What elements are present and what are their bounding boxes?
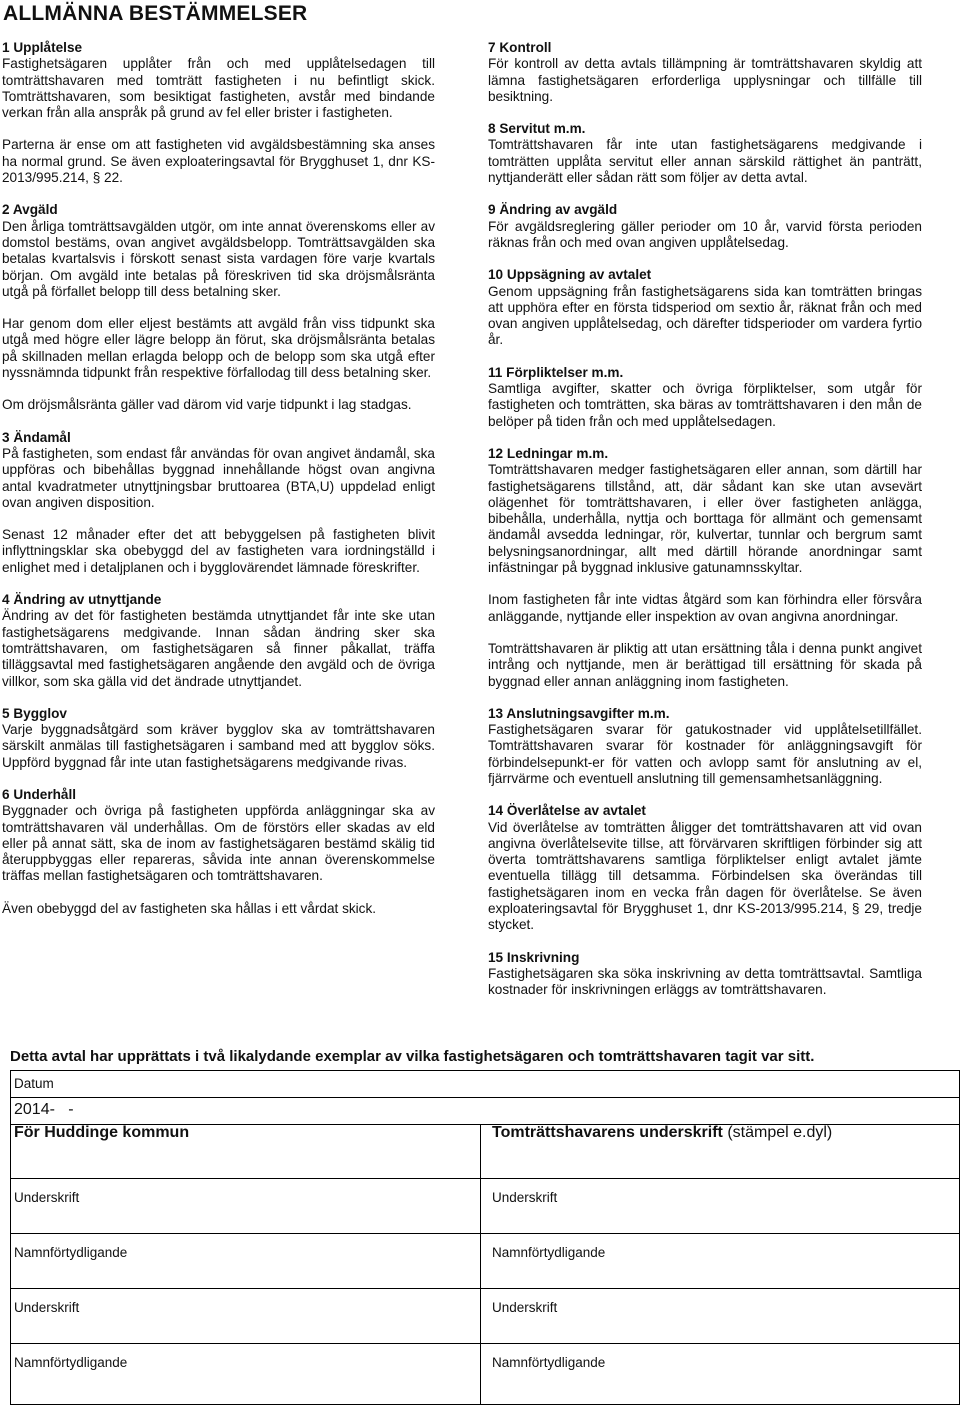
section-paragraph bbox=[2, 527, 435, 576]
section-heading: 4 Ändring av utnyttjande bbox=[2, 592, 162, 608]
section-text: Genom uppsägning från fastighetsägarens sida kan tomträtten bringas att upphöra efter en första tidsperiod om sextio år, räknat från och med ovan angiven upplåtelsedag, och därefter tidsperioder om vardera fyrtio år. bbox=[488, 283, 922, 348]
section-paragraph bbox=[488, 446, 922, 576]
right-party-note: (stämpel e.dyl) bbox=[722, 1124, 833, 1141]
section-paragraph bbox=[488, 592, 922, 625]
left-section bbox=[2, 592, 435, 690]
date-label: Datum bbox=[14, 1076, 54, 1091]
section-text: Inom fastigheten får inte vidtas åtgärd som kan förhindra eller försvåra anläggande, nyttjande eller inspektion av ovan angivna anordningar. bbox=[488, 592, 922, 624]
section-paragraph bbox=[488, 803, 922, 933]
right-party-bold: Tomträttshavarens underskrift bbox=[492, 1124, 723, 1141]
section-paragraph bbox=[488, 202, 922, 251]
left-section bbox=[2, 706, 435, 771]
page-title: ALLMÄNNA BESTÄMMELSER bbox=[3, 2, 308, 25]
right-section bbox=[488, 446, 922, 690]
right-section bbox=[488, 803, 922, 933]
section-paragraph bbox=[488, 40, 922, 105]
right-section bbox=[488, 40, 922, 105]
left-signature-1-label: Underskrift bbox=[14, 1190, 80, 1205]
section-heading: 1 Upplåtelse bbox=[2, 40, 83, 55]
grid-line bbox=[10, 1070, 11, 1404]
section-paragraph bbox=[2, 706, 435, 771]
section-text: Om dröjsmålsränta gäller vad därom vid varje tidpunkt i lag stadgas. bbox=[2, 397, 412, 413]
left-column bbox=[2, 40, 435, 933]
section-text: Även obebyggd del av fastigheten ska hållas i ett vårdat skick. bbox=[2, 900, 377, 916]
left-party-label: För Huddinge kommun bbox=[14, 1124, 190, 1141]
grid-line bbox=[10, 1288, 960, 1289]
section-text: För avgäldsreglering gäller perioder om 10 år, varvid första perioden räknas från och med ovan angiven upplåtelsedag. bbox=[488, 218, 922, 250]
section-text: Byggnader och övriga på fastigheten uppförda anläggningar ska av tomträttshavaren väl underhållas. Om de förstörs eller skadas av eld eller på annat sätt, ska de inom av fastighetsägaren bestämd skälig tid återuppbyggas eller repareras, såvida inte annan överenskommelse träffas mellan fastighetsägaren och tomträttshavaren. bbox=[2, 803, 435, 884]
left-section bbox=[2, 40, 435, 186]
section-paragraph bbox=[2, 397, 435, 413]
right-column bbox=[488, 40, 922, 1015]
section-text: Tomträttshavaren får inte utan fastighetsägarens medgivande i tomträtten upplåta servitut eller annan särskild rättighet än panträtt, nyttjanderätt eller sådan rätt som följer av detta avtal. bbox=[488, 137, 922, 186]
section-heading: 6 Underhåll bbox=[2, 786, 77, 802]
section-paragraph bbox=[488, 950, 922, 999]
right-section bbox=[488, 950, 922, 999]
section-text: Fastighetsägaren svarar för gatukostnader vid upplåtelsetillfället. Tomträttshavaren svarar för kostnader för anläggningsavgift för förbindelsepunkt-er för vatten och avlopp samt för anslutning av el, fjärrvärme och eventuell anslutning till gemensamhetsanläggning. bbox=[488, 722, 922, 786]
right-name-2-label: Namnförtydligande bbox=[492, 1355, 606, 1370]
right-section bbox=[488, 121, 922, 186]
left-name-2-label: Namnförtydligande bbox=[14, 1355, 128, 1370]
right-signature-2-label: Underskrift bbox=[492, 1300, 558, 1315]
section-text: Ändring av det för fastigheten bestämda utnyttjandet får inte ske utan fastighetsägarens medgivande. Innan sådan ändring sker ska tomträttshavaren, om fastighetsägaren så finner påkallat, träffa tilläggsavtal med fastighetsägaren angående den avgäld och de övriga villkor, som ska gälla vid det ändrade utnyttjandet. bbox=[2, 608, 435, 689]
section-text: Tomträttshavaren medger fastighetsägaren eller annan, som därtill har fastighetsägarens tillstånd, att, där sådant kan ske utan avsevärt olägenhet för tomträttshavaren, i eller över fastigheten anlägga, bibehålla, underhålla, nyttja och borttaga för allmänt och gemensamt ändamål avsedda ledningar, rör, kulvertar, tunnlar och bergrum samt belysningsanordningar, allt med därtill hörande anordningar samt infästningar på byggnad inklusive gatunamnsskyltar. bbox=[488, 462, 922, 576]
section-paragraph bbox=[2, 202, 435, 300]
grid-line bbox=[10, 1404, 960, 1405]
section-paragraph bbox=[2, 40, 435, 121]
section-paragraph bbox=[488, 365, 922, 430]
section-heading: 13 Anslutningsavgifter m.m. bbox=[488, 705, 670, 721]
section-text: Varje byggnadsåtgärd som kräver bygglov ska av tomträttshavaren särskilt anmälas till fastighetsägaren i samband med att bygglov söks. Uppförd byggnad får inte utan fastighetsägarens medgivande rivas. bbox=[2, 722, 435, 770]
left-section bbox=[2, 202, 435, 413]
right-party-label bbox=[492, 1124, 832, 1142]
section-text: För kontroll av detta avtals tillämpning är tomträttshavaren skyldig att lämna fastighetsägaren erforderliga upplysningar och tillfälle till besiktning. bbox=[488, 56, 922, 104]
grid-line bbox=[10, 1070, 960, 1071]
section-heading: 12 Ledningar m.m. bbox=[488, 445, 609, 461]
grid-line bbox=[10, 1343, 960, 1344]
section-heading: 5 Bygglov bbox=[2, 705, 67, 721]
section-text: På fastigheten, som endast får användas för ovan angivet ändamål, ska uppföras och bibehållas byggnad innehållande högst ovan angivna antal kvadratmeter utnyttjningsbar bruttoarea (BTA,U) uppdelad enligt ovan angiven disposition. bbox=[2, 445, 435, 510]
section-text: Fastighetsägaren ska söka inskrivning av detta tomträttsavtal. Samtliga kostnader för inskrivningen erläggs av tomträttshavaren. bbox=[488, 965, 922, 998]
section-text: Parterna är ense om att fastigheten vid avgäldsbestämning ska anses ha normal grund. Se även exploateringsavtal för Brygghuset 1, dnr KS-2013/995.214, § 22. bbox=[2, 137, 435, 186]
section-heading: 11 Förpliktelser m.m. bbox=[488, 364, 624, 380]
section-heading: 7 Kontroll bbox=[488, 40, 552, 55]
left-name-1-label: Namnförtydligande bbox=[14, 1245, 128, 1260]
section-paragraph bbox=[488, 706, 922, 787]
section-paragraph bbox=[2, 430, 435, 511]
right-signature-1-label: Underskrift bbox=[492, 1190, 558, 1205]
section-paragraph bbox=[2, 316, 435, 381]
section-heading: 10 Uppsägning av avtalet bbox=[488, 267, 652, 283]
section-heading: 15 Inskrivning bbox=[488, 949, 580, 965]
section-paragraph bbox=[488, 641, 922, 690]
grid-line bbox=[480, 1124, 481, 1404]
left-section bbox=[2, 787, 435, 917]
section-paragraph bbox=[488, 267, 922, 348]
section-text: Den årliga tomträttsavgälden utgör, om inte annat överenskoms eller av domstol bestäms, ovan angivet avgäldsbelopp. Tomträttsavgälden ska betalas kvartalsvis i förskott senast sista vardagen före varje kvartals början. Om avgäld inte betalas på föreskriven tid ska dröjsmålsränta utgå på förfallet belopp till dess betalning sker. bbox=[2, 218, 435, 299]
section-heading: 14 Överlåtelse av avtalet bbox=[488, 803, 646, 819]
grid-line bbox=[10, 1178, 960, 1179]
section-text: Vid överlåtelse av tomträtten åligger det tomträttshavaren att vid ovan angivna överlåtelsevite tillse, att förvärvaren skriftligen förbinder sig att överta tomträttshavarens samtliga förpliktelser enligt avtalet jämte eventuella tillägg till detsamma. Förbindelsen ska överändas till fastighetsägaren inom en vecka från dagen för överlåtelse. Se även exploateringsavtal för Brygghuset 1, dnr KS-2013/995.214, § 29, tredje stycket. bbox=[488, 819, 922, 933]
right-section bbox=[488, 202, 922, 251]
left-signature-2-label: Underskrift bbox=[14, 1300, 80, 1315]
section-heading: 3 Ändamål bbox=[2, 429, 71, 445]
signature-statement: Detta avtal har upprättats i två likalydande exemplar av vilka fastighetsägaren och tomträttshavaren tagit var sitt. bbox=[10, 1048, 815, 1065]
right-section bbox=[488, 267, 922, 348]
section-text: Har genom dom eller eljest bestämts att avgäld från viss tidpunkt ska utgå med högre eller lägre belopp än förut, ska dröjsmålsränta betalas på skillnaden mellan erlagda belopp och de belopp som ska utgå efter nyssnämnda tidpunkt från respektive förfallodag till dess betalning sker. bbox=[2, 316, 435, 381]
section-paragraph bbox=[2, 137, 435, 186]
date-field[interactable]: 2014- - bbox=[14, 1101, 74, 1118]
left-section bbox=[2, 430, 435, 576]
section-heading: 9 Ändring av avgäld bbox=[488, 202, 618, 218]
section-heading: 2 Avgäld bbox=[2, 202, 58, 218]
section-paragraph bbox=[2, 592, 435, 690]
section-text: Senast 12 månader efter det att bebyggelsen på fastigheten blivit inflyttningsklar ska obebyggd del av fastigheten vara iordningställd i enlighet med i detaljplanen och i bygglovärendet lämnade föreskrifter. bbox=[2, 527, 435, 575]
section-text: Tomträttshavaren är pliktig att utan ersättning tåla i denna punkt angivet intrång och nyttjande, men är berättigad till ersättning för skada på byggnad eller annan anläggning inom fastigheten. bbox=[488, 640, 922, 689]
right-name-1-label: Namnförtydligande bbox=[492, 1245, 606, 1260]
right-section bbox=[488, 365, 922, 430]
section-text: Samtliga avgifter, skatter och övriga förpliktelser, som utgår för fastigheten och tomträtten, ska bäras av tomträttshavaren i den mån de belöper på tiden från och med upplåtelsedagen. bbox=[488, 381, 922, 429]
section-text: Fastighetsägaren upplåter från och med upplåtelsedagen till tomträttshavaren med tomträtt fastigheten i nu befintligt skick. Tomträttshavaren, som besiktigat fastigheten, avstår med bindande verkan från alla anspråk på grund av fel eller brister i fastigheten. bbox=[2, 56, 435, 121]
section-paragraph bbox=[2, 787, 435, 885]
right-section bbox=[488, 706, 922, 787]
section-heading: 8 Servitut m.m. bbox=[488, 121, 586, 137]
grid-line bbox=[10, 1097, 960, 1098]
section-paragraph bbox=[488, 121, 922, 186]
section-paragraph bbox=[2, 901, 435, 917]
grid-line bbox=[10, 1233, 960, 1234]
